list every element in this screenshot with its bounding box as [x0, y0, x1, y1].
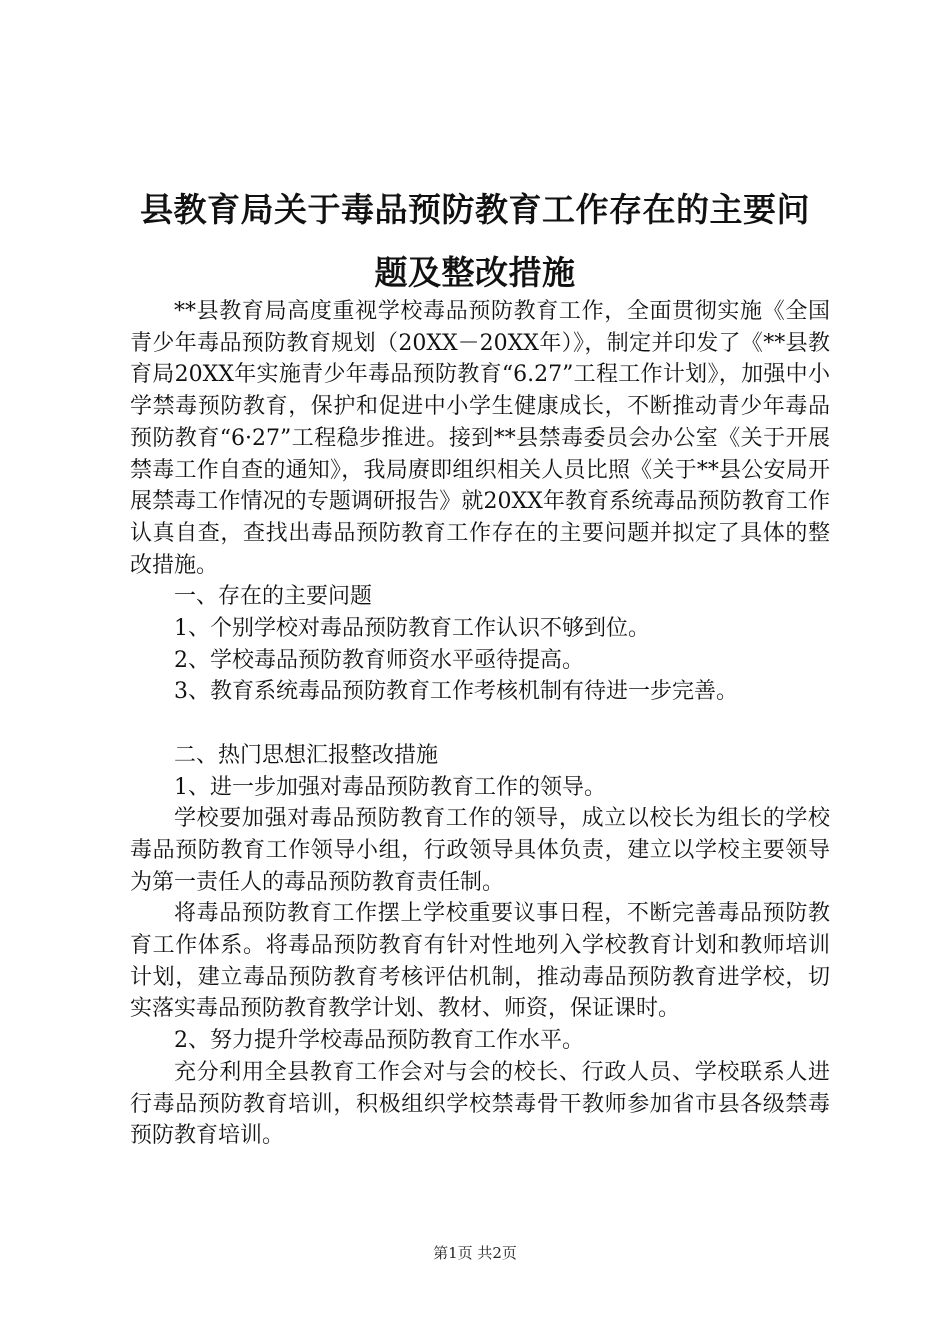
page-footer: 第1页 共2页 [433, 1244, 517, 1262]
measure-2-paragraph: 充分利用全县教育工作会对与会的校长、行政人员、学校联系人进行毒品预防教育培训，积极组织学校禁毒骨干教师参加省市县各级禁毒预防教育培训。 [130, 1059, 830, 1149]
problem-item-3: 3、教育系统毒品预防教育工作考核机制有待进一步完善。 [174, 679, 738, 705]
measure-item-1: 1、进一步加强对毒品预防教育工作的领导。 [174, 774, 606, 800]
section-heading-problems: 一、存在的主要问题 [174, 584, 373, 610]
problem-item-2: 2、学校毒品预防教育师资水平亟待提高。 [174, 647, 584, 673]
document-body [130, 296, 830, 1152]
measure-1-paragraph-a: 学校要加强对毒品预防教育工作的领导，成立以校长为组长的学校毒品预防教育工作领导小组，行政领导具体负责，建立以学校主要领导为第一责任人的毒品预防教育责任制。 [130, 806, 830, 895]
measure-1-paragraph-b: 将毒品预防教育工作摆上学校重要议事日程，不断完善毒品预防教育工作体系。将毒品预防教育有针对性地列入学校教育计划和教师培训计划，建立毒品预防教育考核评估机制，推动毒品预防教育进学校，切实落实毒品预防教育教学计划、教材、师资，保证课时。 [130, 901, 830, 1022]
problem-item-1: 1、个别学校对毒品预防教育工作认识不够到位。 [174, 616, 650, 642]
section-heading-measures: 二、热门思想汇报整改措施 [174, 742, 439, 768]
measure-item-2: 2、努力提升学校毒品预防教育工作水平。 [174, 1028, 584, 1054]
document-title-line-1: 县教育局关于毒品预防教育工作存在的主要问 [140, 190, 810, 229]
document-title-line-2: 题及整改措施 [374, 253, 576, 292]
blank-line [130, 708, 830, 740]
intro-paragraph: **县教育局高度重视学校毒品预防教育工作，全面贯彻实施《全国青少年毒品预防教育规划（20XX－20XX年）》，制定并印发了《**县教育局20XX年实施青少年毒品预防教育“6.27”工程工作计划》，加强中小学禁毒预防教育，保护和促进中小学生健康成长，不断推动青少年毒品预防教育“6·27”工程稳步推进。接到**县禁毒委员会办公室《关于开展禁毒工作自查的通知》，我局赓即组织相关人员比照《关于**县公安局开展禁毒工作情况的专题调研报告》就20XX年教育系统毒品预防教育工作认真自查，查找出毒品预防教育工作存在的主要问题并拟定了具体的整改措施。 [130, 299, 830, 578]
